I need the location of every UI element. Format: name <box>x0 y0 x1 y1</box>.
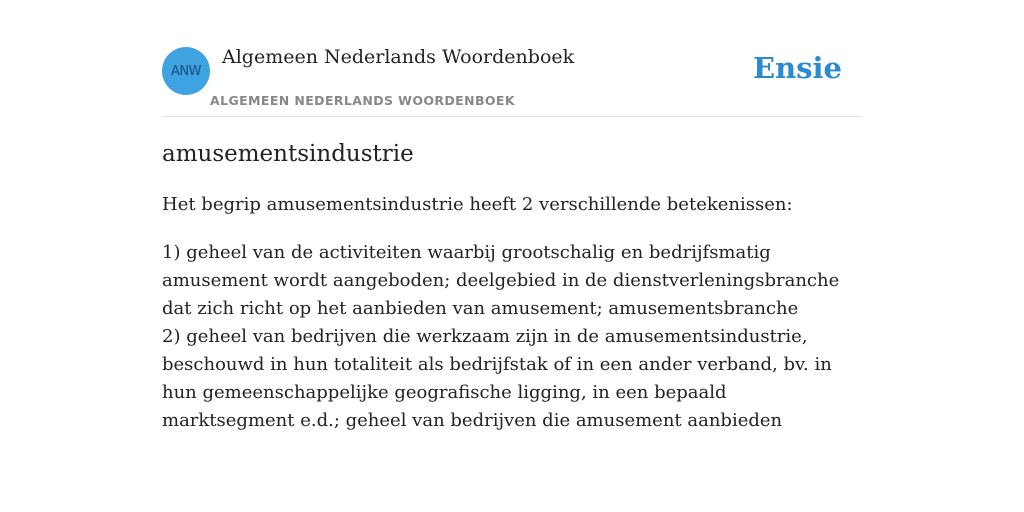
brand-logo[interactable]: Ensie <box>753 51 842 85</box>
definition-list <box>162 239 862 435</box>
logo-text: ANW <box>171 63 201 79</box>
source-logo[interactable] <box>162 47 210 95</box>
definition-item: 2) geheel van bedrijven die werkzaam zijn in de amusementsindustrie, beschouwd in hun totaliteit als bedrijfstak of in een ander verband, bv. in hun gemeenschappelijke geografische ligging, in een bepaald marktsegment e.d.; geheel van bedrijven die amusement aanbieden <box>162 326 832 431</box>
page-container <box>162 0 862 431</box>
source-header <box>162 0 862 117</box>
entry-intro: Het begrip amusementsindustrie heeft 2 verschillende betekenissen: <box>162 194 793 215</box>
source-subtitle: ALGEMEEN NEDERLANDS WOORDENBOEK <box>210 93 515 108</box>
page-title: amusementsindustrie <box>162 141 414 167</box>
source-title[interactable]: Algemeen Nederlands Woordenboek <box>222 46 575 68</box>
definition-item: 1) geheel van de activiteiten waarbij grootschalig en bedrijfsmatig amusement wordt aangeboden; deelgebied in de dienstverleningsbranche dat zich richt op het aanbieden van amusement; amusementsbranche <box>162 242 840 319</box>
